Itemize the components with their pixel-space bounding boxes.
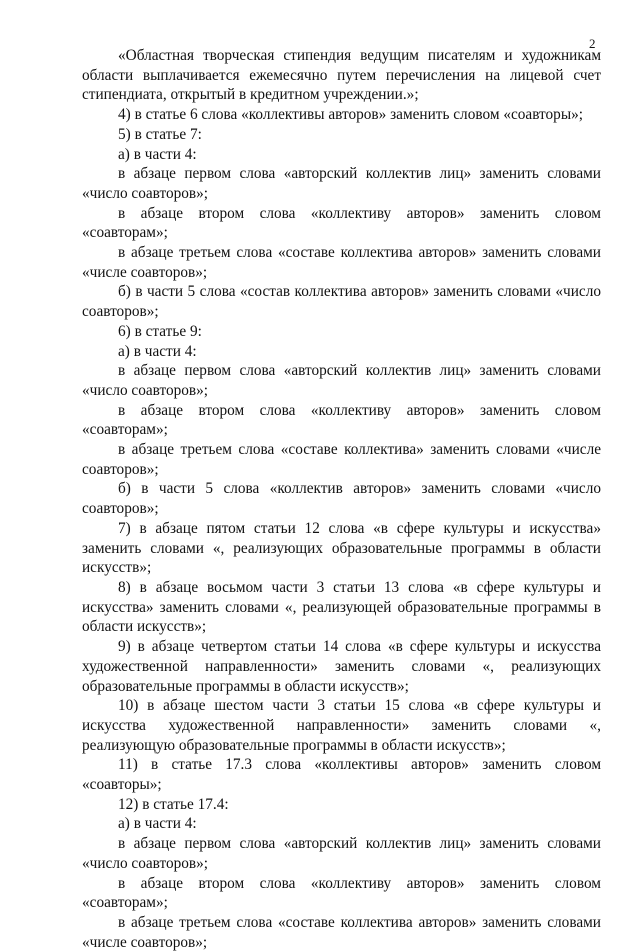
paragraph: 10) в абзаце шестом части 3 статьи 15 слова «в сфере культуры и искусства художественной направленности» заменить словами «, реализующую образовательные программы в области искусств»;: [82, 697, 601, 754]
paragraph: в абзаце первом слова «авторский коллектив лиц» заменить словами «число соавторов»;: [82, 835, 601, 872]
paragraph: 6) в статье 9:: [118, 322, 202, 340]
paragraph: 12) в статье 17.4:: [118, 795, 229, 813]
paragraph: 8) в абзаце восьмом части 3 статьи 13 слова «в сфере культуры и искусства» заменить словами «, реализующей образовательные программы в области искусств»;: [82, 578, 601, 636]
paragraph: в абзаце втором слова «коллективу авторов» заменить словом «соавторам»;: [82, 874, 601, 912]
paragraph: б) в части 5 слова «состав коллектива авторов» заменить словами «число соавторов»;: [82, 283, 601, 321]
paragraph: в абзаце втором слова «коллективу авторов» заменить словом «соавторам»;: [82, 204, 601, 242]
paragraph: а) в части 4:: [118, 145, 197, 163]
paragraph: 9) в абзаце четвертом статьи 14 слова «в сфере культуры и искусства художественной направленности» заменить словами «, реализующих образовательные программы в области искусств»;: [82, 638, 601, 695]
paragraph: а) в части 4:: [118, 342, 197, 360]
paragraph: 11) в статье 17.3 слова «коллективы авторов» заменить словом «соавторы»;: [82, 756, 601, 794]
paragraph: в абзаце третьем слова «составе коллектива авторов» заменить словами «числе соавторов»;: [82, 913, 601, 951]
paragraph: 4) в статье 6 слова «коллективы авторов» заменить словом «соавторы»;: [118, 106, 583, 124]
paragraph: «Областная творческая стипендия ведущим писателям и художникам области выплачивается ежемесячно путем перечисления на лицевой счет стипендиата, открытый в кредитном учреждении.»;: [82, 47, 601, 104]
paragraph: 5) в статье 7:: [118, 125, 202, 143]
paragraph: в абзаце первом слова «авторский коллектив лиц» заменить словами «число соавторов»;: [82, 165, 601, 202]
page-number: 2: [589, 36, 596, 51]
document-body: [82, 46, 601, 952]
paragraph: б) в части 5 слова «коллектив авторов» заменить словами «число соавторов»;: [82, 480, 601, 518]
paragraph: в абзаце третьем слова «составе коллектива» заменить словами «числе соавторов»;: [82, 441, 601, 478]
paragraph: 7) в абзаце пятом статьи 12 слова «в сфере культуры и искусства» заменить словами «, реализующих образовательные программы в области искусств»;: [82, 519, 601, 577]
paragraph: в абзаце третьем слова «составе коллектива авторов» заменить словами «числе соавторов»;: [82, 244, 601, 281]
paragraph: а) в части 4:: [118, 815, 197, 833]
paragraph: в абзаце первом слова «авторский коллектив лиц» заменить словами «число соавторов»;: [82, 362, 601, 399]
paragraph: в абзаце втором слова «коллективу авторов» заменить словом «соавторам»;: [82, 401, 601, 439]
